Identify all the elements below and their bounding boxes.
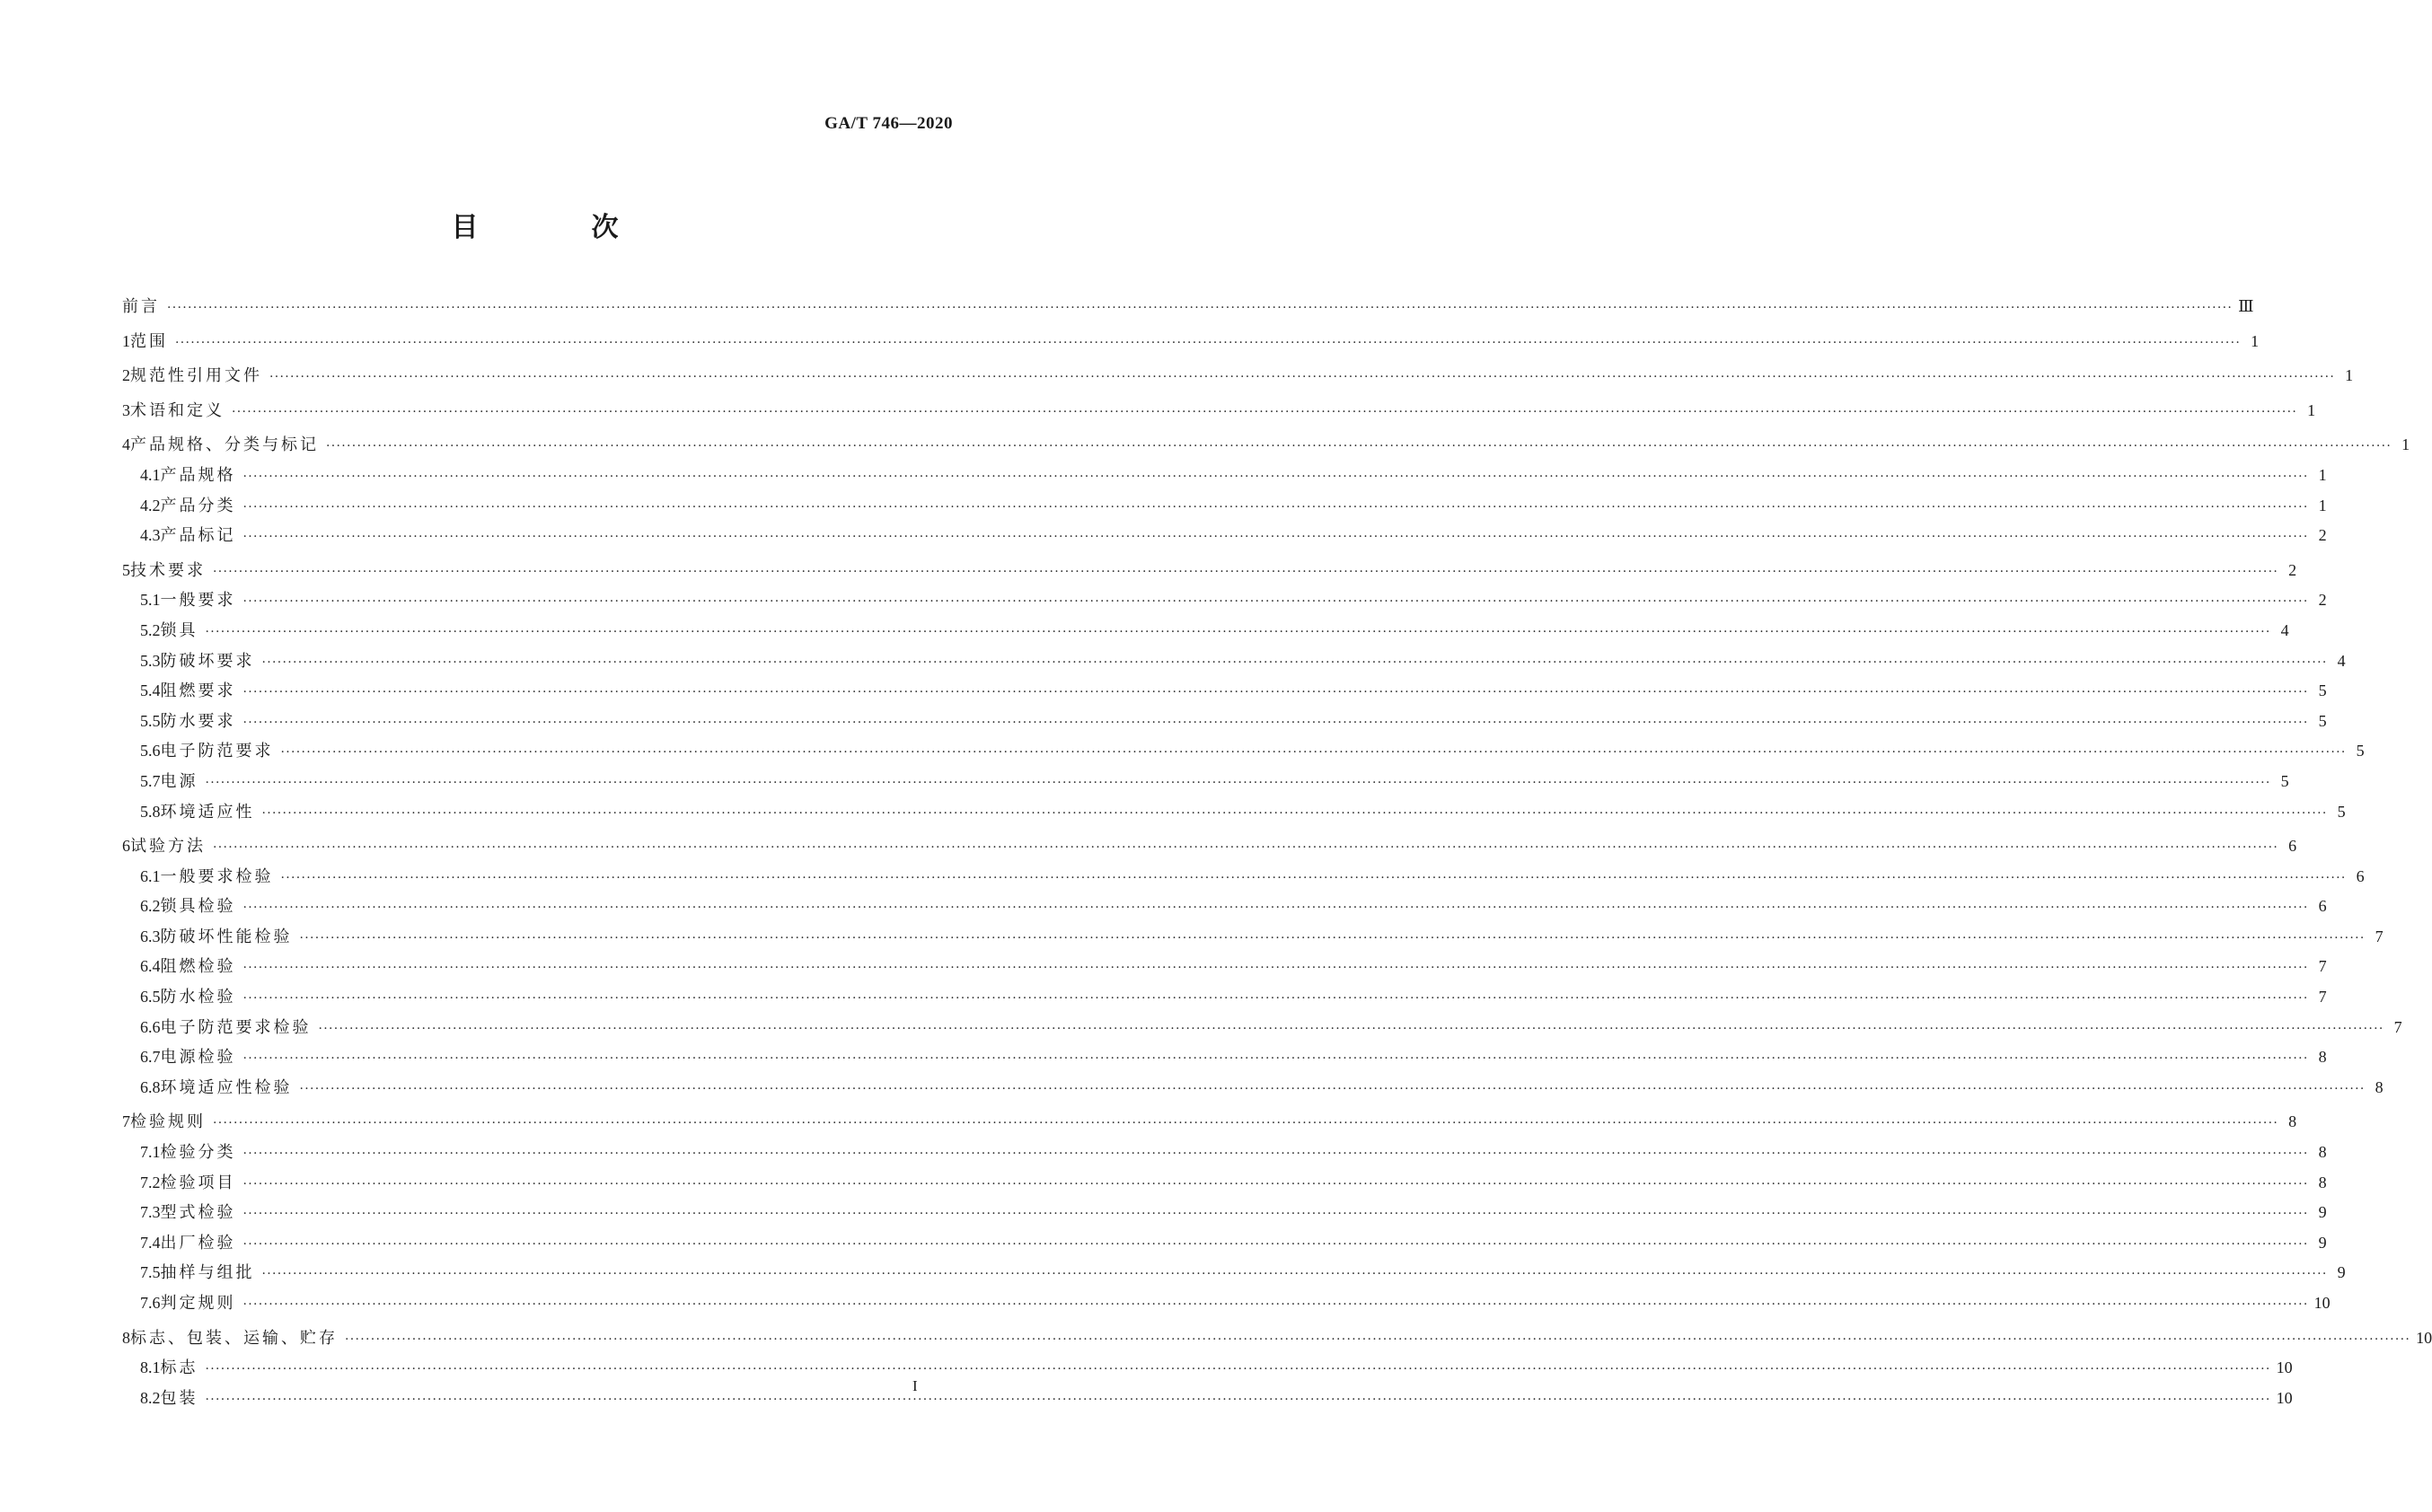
toc-entry-number: 6 [122,837,130,856]
dot-leader: ················································································································································································································································································································································································································ [205,1392,2271,1407]
dot-leader: ················································································································································································································································································································································································································ [242,715,2309,730]
dot-leader: ················································································································································································································································································································································································································ [326,439,2392,454]
toc-entry-label: 防水检验 [160,988,236,1007]
toc-entry[interactable] [122,397,2316,427]
toc-entry-page: 10 [2276,1358,2293,1377]
toc-entry[interactable] [122,522,2327,552]
dot-leader: ················································································································································································································································································································································································································ [242,1147,2309,1162]
dot-leader: ················································································································································································································································································································································································································ [280,745,2347,760]
toc-entry-page: 6 [2356,866,2365,885]
toc-entry-number: 8.2 [140,1388,161,1407]
toc-entry[interactable] [122,1043,2327,1074]
toc-entry-label: 锁具 [160,620,198,640]
dot-leader: ················································································································································································································································································································································································································ [242,1176,2309,1191]
toc-entry-page: 5 [2280,771,2289,790]
dot-leader: ················································································································································································································································································································································································································ [269,370,2336,385]
toc-entry[interactable] [122,492,2327,523]
toc-entry-page: 1 [2318,465,2327,484]
dot-leader: ················································································································································································································································································································································································································ [242,1297,2309,1312]
toc-entry-number: 5.1 [140,591,161,610]
toc-entry-label: 术语和定义 [130,400,225,420]
toc-entry-page: 10 [2276,1388,2293,1407]
toc-entry-page: 8 [2318,1143,2327,1162]
dot-leader: ················································································································································································································································································································································································································ [175,335,2242,350]
toc-entry-number: 5.4 [140,681,161,700]
toc-entry[interactable] [122,1229,2327,1260]
toc-entry-label: 抽样与组批 [160,1263,255,1283]
toc-entry-page: 7 [2318,988,2327,1007]
toc-entry-number: 3 [122,400,130,419]
toc-entry[interactable] [122,832,2297,863]
toc-entry-label: 产品规格、分类与标记 [130,435,319,455]
toc-entry[interactable] [122,617,2289,647]
toc-entry[interactable] [122,362,2354,392]
toc-entry-number: 5.5 [140,711,161,730]
toc-entry[interactable] [122,1354,2293,1385]
toc-entry-label: 电子防范要求 [160,742,274,761]
toc-entry-page: 4 [2280,620,2289,639]
dot-leader: ················································································································································································································································································································································································································ [213,1116,2279,1131]
dot-leader: ················································································································································································································································································································································································································ [167,301,2234,315]
toc-entry-number: 5.7 [140,771,161,790]
dot-leader: ················································································································································································································································································································································································································ [213,564,2279,579]
dot-leader: ················································································································································································································································································································································································································ [232,404,2298,419]
toc-entry-number: 2 [122,366,130,385]
toc-entry-number: 5 [122,560,130,579]
toc-entry-number: 7.3 [140,1203,161,1222]
toc-entry-label: 防破坏性能检验 [160,927,293,946]
toc-entry-number: 8.1 [140,1358,161,1377]
toc-entry[interactable] [122,1108,2297,1138]
toc-entry-label: 标志、包装、运输、贮存 [130,1328,338,1348]
toc-entry-page: 8 [2318,1173,2327,1191]
toc-entry-label: 电源 [160,771,198,791]
toc-entry[interactable] [122,586,2327,617]
toc-entry-number: 8 [122,1328,130,1347]
toc-entry-label: 环境适应性检验 [160,1077,293,1097]
toc-entry-number: 4 [122,435,130,454]
toc-entry-label: 范围 [130,331,168,351]
toc-entry[interactable] [122,768,2289,798]
toc-entry-number: 6.3 [140,927,161,945]
toc-entry[interactable] [122,798,2346,829]
toc-entry-page: 9 [2318,1233,2327,1252]
toc-entry-page: 1 [2401,435,2410,454]
dot-leader: ················································································································································································································································································································································································································ [205,775,2271,790]
toc-entry[interactable] [122,863,2365,893]
toc-entry-label: 规范性引用文件 [130,366,262,386]
toc-entry-number: 5.6 [140,742,161,760]
dot-leader: ················································································································································································································································································································································································································ [242,961,2309,976]
dot-leader: ················································································································································································································································································································································································································ [261,655,2328,670]
page-title: 目 次 [451,212,662,243]
toc-entry[interactable] [122,983,2327,1014]
toc-entry[interactable] [122,1199,2327,1229]
toc-entry-number: 6.6 [140,1017,161,1036]
toc-entry-label: 型式检验 [160,1203,236,1223]
toc-entry-label: 包装 [160,1388,198,1408]
toc-entry-page: 5 [2356,742,2365,760]
toc-entry-label: 检验分类 [160,1143,236,1163]
toc-entry-number: 4.3 [140,526,161,545]
toc-entry-page: 5 [2318,711,2327,730]
toc-entry-number: 4.1 [140,465,161,484]
toc-entry[interactable] [122,462,2327,492]
toc-entry-number: 6.7 [140,1048,161,1067]
toc-entry[interactable] [122,293,2254,323]
toc-entry-label: 产品分类 [160,496,236,515]
toc-entry-number: 5.3 [140,651,161,670]
toc-entry-page: 5 [2337,802,2346,821]
toc-entry[interactable] [122,708,2327,738]
toc-entry-label: 电子防范要求检验 [160,1017,312,1037]
toc-entry-number: 7.6 [140,1294,161,1312]
toc-entry[interactable] [122,1324,2432,1355]
toc-entry[interactable] [122,1014,2402,1044]
dot-leader: ················································································································································································································································································································································································································ [280,870,2347,885]
toc-entry-page: 9 [2337,1263,2346,1282]
dot-leader: ················································································································································································································································································································································································································ [205,624,2271,639]
toc-entry-label: 产品规格 [160,465,236,485]
toc-entry-page: 1 [2318,496,2327,514]
toc-entry-label: 电源检验 [160,1048,236,1068]
toc-entry-page: 1 [2251,331,2260,350]
toc-entry[interactable] [122,328,2260,358]
toc-entry-number: 1 [122,331,130,350]
toc-entry-number: 7.4 [140,1233,161,1252]
toc-entry[interactable] [122,1169,2327,1200]
toc-entry-page: 5 [2318,681,2327,700]
dot-leader: ················································································································································································································································································································································································································ [261,1267,2328,1282]
toc-entry-page: 6 [2318,897,2327,916]
table-of-contents [122,293,2432,1414]
toc-entry[interactable] [122,1138,2327,1169]
toc-entry-label: 检验项目 [160,1173,236,1192]
toc-entry-label: 阻燃检验 [160,957,236,977]
toc-entry[interactable] [122,1259,2346,1289]
toc-entry[interactable] [122,557,2297,587]
toc-entry-page: Ⅲ [2238,297,2254,315]
toc-entry[interactable] [122,953,2327,983]
toc-entry-page: 7 [2393,1017,2402,1036]
toc-entry-label: 技术要求 [130,560,206,580]
toc-entry-label: 一般要求 [160,591,236,611]
toc-entry-number: 6.4 [140,957,161,976]
dot-leader: ················································································································································································································································································································································································································ [299,930,2366,945]
page-number: I [912,1377,918,1394]
dot-leader: ················································································································································································································································································································································································································ [299,1081,2366,1096]
toc-entry-number: 7.2 [140,1173,161,1191]
toc-entry-label: 环境适应性 [160,802,255,822]
dot-leader: ················································································································································································································································································································································································································ [242,1207,2309,1222]
toc-entry-page: 2 [2318,591,2327,610]
toc-entry-number: 6.5 [140,988,161,1007]
toc-entry-label: 出厂检验 [160,1233,236,1253]
toc-entry-page: 2 [2318,526,2327,545]
toc-entry-label: 锁具检验 [160,897,236,917]
toc-entry-page: 10 [2313,1294,2331,1312]
toc-entry-page: 8 [2375,1077,2384,1096]
toc-entry-page: 1 [2307,400,2316,419]
toc-entry-number: 5.8 [140,802,161,821]
toc-entry[interactable] [122,923,2384,954]
toc-entry[interactable] [122,892,2327,923]
toc-entry-page: 7 [2375,927,2384,945]
toc-entry[interactable] [122,647,2346,678]
toc-entry-label: 判定规则 [160,1294,236,1313]
toc-entry-label: 标志 [160,1358,198,1378]
toc-entry-number: 6.2 [140,897,161,916]
toc-entry-label: 防水要求 [160,711,236,731]
toc-entry-page: 4 [2337,651,2346,670]
dot-leader: ················································································································································································································································································································································································································ [242,530,2309,545]
toc-entry-number: 7.1 [140,1143,161,1162]
dot-leader: ················································································································································································································································································································································································································ [242,685,2309,700]
toc-entry-number: 7 [122,1112,130,1131]
toc-entry-number: 7.5 [140,1263,161,1282]
dot-leader: ················································································································································································································································································································································································································ [205,1362,2271,1377]
dot-leader: ················································································································································································································································································································································································································ [345,1332,2411,1347]
toc-entry[interactable] [122,737,2365,768]
toc-entry-label: 前言 [122,297,160,316]
toc-entry-number: 6.8 [140,1077,161,1096]
toc-entry[interactable] [122,1289,2331,1320]
dot-leader: ················································································································································································································································································································································································································ [213,840,2279,856]
toc-entry-page: 8 [2318,1048,2327,1067]
toc-entry[interactable] [122,677,2327,708]
dot-leader: ················································································································································································································································································································································································································ [242,991,2309,1007]
toc-entry-page: 10 [2416,1328,2432,1347]
toc-entry-label: 检验规则 [130,1112,206,1132]
toc-entry-label: 阻燃要求 [160,681,236,701]
dot-leader: ················································································································································································································································································································································································································ [242,594,2309,610]
toc-entry-label: 试验方法 [130,837,206,857]
toc-entry-number: 5.2 [140,620,161,639]
dot-leader: ················································································································································································································································································································································································································ [242,1051,2309,1067]
toc-entry[interactable] [122,1385,2293,1415]
dot-leader: ················································································································································································································································································································································································································ [318,1021,2384,1036]
toc-entry-label: 防破坏要求 [160,651,255,671]
toc-entry-page: 1 [2345,366,2354,385]
toc-entry-label: 一般要求检验 [160,866,274,886]
toc-entry-page: 6 [2288,837,2297,856]
standard-code: GA/T 746—2020 [824,114,953,133]
toc-entry-page: 7 [2318,957,2327,976]
toc-entry[interactable] [122,431,2410,462]
dot-leader: ················································································································································································································································································································································································································ [261,805,2328,821]
dot-leader: ················································································································································································································································································································································································································ [242,1236,2309,1252]
toc-entry-number: 4.2 [140,496,161,514]
dot-leader: ················································································································································································································································································································································································································ [242,499,2309,514]
toc-entry-number: 6.1 [140,866,161,885]
toc-entry-page: 8 [2288,1112,2297,1131]
toc-entry-page: 2 [2288,560,2297,579]
toc-entry[interactable] [122,1074,2384,1104]
toc-entry-label: 产品标记 [160,526,236,546]
toc-entry-page: 9 [2318,1203,2327,1222]
dot-leader: ················································································································································································································································································································································································································ [242,469,2309,484]
dot-leader: ················································································································································································································································································································································································································ [242,901,2309,916]
